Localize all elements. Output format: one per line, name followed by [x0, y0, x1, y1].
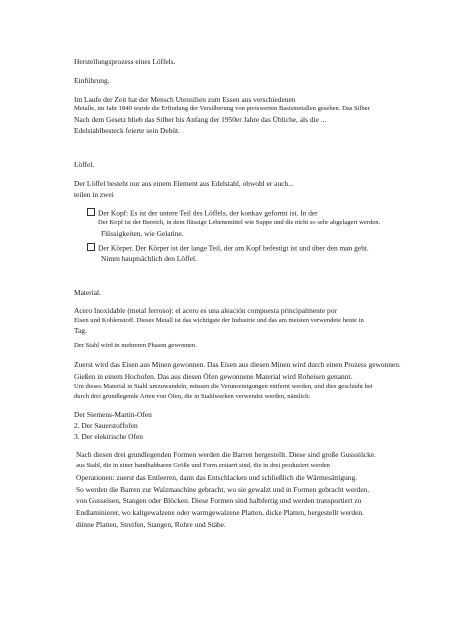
- material-line: Der Stahl wird in mehreren Phasen gewonnen.: [74, 342, 197, 349]
- material-line: Eisen und Kohlenstoff. Dieses Metall ist das wichtigste der Industrie und das am meisten verwendete heute in: [74, 317, 364, 324]
- head-bullet-line: Der Kopf ist der Bereich, in dem flüssige Lebensmittel wie Suppe und die nicht so sehr abgelagert werden.: [98, 219, 381, 226]
- final-line: Operationen: zuerst das Entleeren, dann das Entschlacken und schließlich die Wärmesättigung.: [76, 473, 358, 482]
- intro-line: Metalle, im Jahr 1840 wurde die Erfindung der Versilberung von preiswerten Basismetallen gesehen. Das Silber: [74, 105, 370, 112]
- head-bullet-text: Der Kopf: Es ist der untere Teil des Löffels, der konkav geformt ist. In der: [98, 208, 318, 218]
- process-line: durch drei grundlegende Arten von Öfen, die in Stahlwerken verwendet werden, nämlich:: [74, 393, 311, 400]
- final-line: Nach diesen drei grundlegenden Formen werden die Barren hergestellt. Diese sind große Gussstücke.: [76, 450, 376, 459]
- intro-line: Edelstahlbesteck feierte sein Debüt.: [74, 126, 180, 135]
- material-line: Tag.: [74, 326, 87, 335]
- spoon-line: Der Löffel besteht nur aus einem Element aus Edelstahl, obwohl er auch...: [74, 179, 294, 188]
- furnace-item: 2. Der Sauerstoffofen: [74, 421, 138, 430]
- process-line: Zuerst wird das Eisen aus Minen gewonnen. Das Eisen aus diesen Minen wird durch einen Prozess gewonnen.: [74, 360, 401, 369]
- final-line: So werden die Barren zur Walzmaschine gebracht, wo sie gewalzt und in Formen gebracht werden.: [76, 485, 370, 494]
- body-bullet: [87, 243, 369, 252]
- checkbox-bullet-icon: [87, 243, 95, 251]
- doc-title: Herstellungsprozess eines Löffels.: [74, 57, 176, 66]
- spoon-heading: Löffel.: [74, 160, 95, 169]
- body-bullet-line: Nimm hauptsächlich den Löffel.: [101, 254, 197, 263]
- final-line: dünne Platten, Streifen, Stangen, Rohre und Stäbe.: [76, 520, 226, 529]
- body-bullet-text: Der Körper. Der Körper ist der lange Teil, der am Kopf befestigt ist und über den man geht.: [98, 243, 369, 253]
- material-line: Acero Inoxidable (metal ferroso): el acero es una aleación compuesta principalmente por: [74, 306, 337, 315]
- head-bullet: [87, 208, 318, 217]
- final-line: aus Stahl, die in einer handhabbaren Größe und Form erstarrt sind, die in drei produziert werden: [76, 462, 330, 469]
- intro-line: Im Laufe der Zeit hat der Mensch Utensilien zum Essen aus verschiedenen: [74, 95, 296, 104]
- intro-heading: Einführung.: [74, 76, 110, 85]
- final-line: Endlaminierer, wo kaltgewalzene oder warmgewalzene Platten, dicke Platten, hergestellt werden.: [76, 508, 364, 517]
- process-line: Gießen in einem Hochofen. Das aus diesen Öfen gewonnene Material wird Roheisen genannt.: [74, 372, 353, 381]
- checkbox-bullet-icon: [87, 208, 95, 216]
- material-heading: Material.: [74, 288, 101, 297]
- process-line: Um dieses Material in Stahl umzuwandeln, müssen die Verunreinigungen entfernt werden, und dies geschieht bei: [74, 383, 373, 390]
- head-bullet-line: Flüssigkeiten, wie Gelatine.: [101, 229, 184, 238]
- furnace-item: Der Siemens-Martin-Ofen: [74, 410, 152, 419]
- furnace-item: 3. Der elektrische Ofen: [74, 432, 143, 441]
- spoon-line: teilen in zwei: [74, 190, 114, 199]
- final-line: von Gusseisen, Stangen oder Blöcken. Diese Formen sind halbfertig und werden transportiert zu: [76, 496, 362, 505]
- intro-line: Nach dem Gesetz blieb das Silber bis Anfang der 1950er Jahre das Übliche, als die ...: [74, 115, 327, 124]
